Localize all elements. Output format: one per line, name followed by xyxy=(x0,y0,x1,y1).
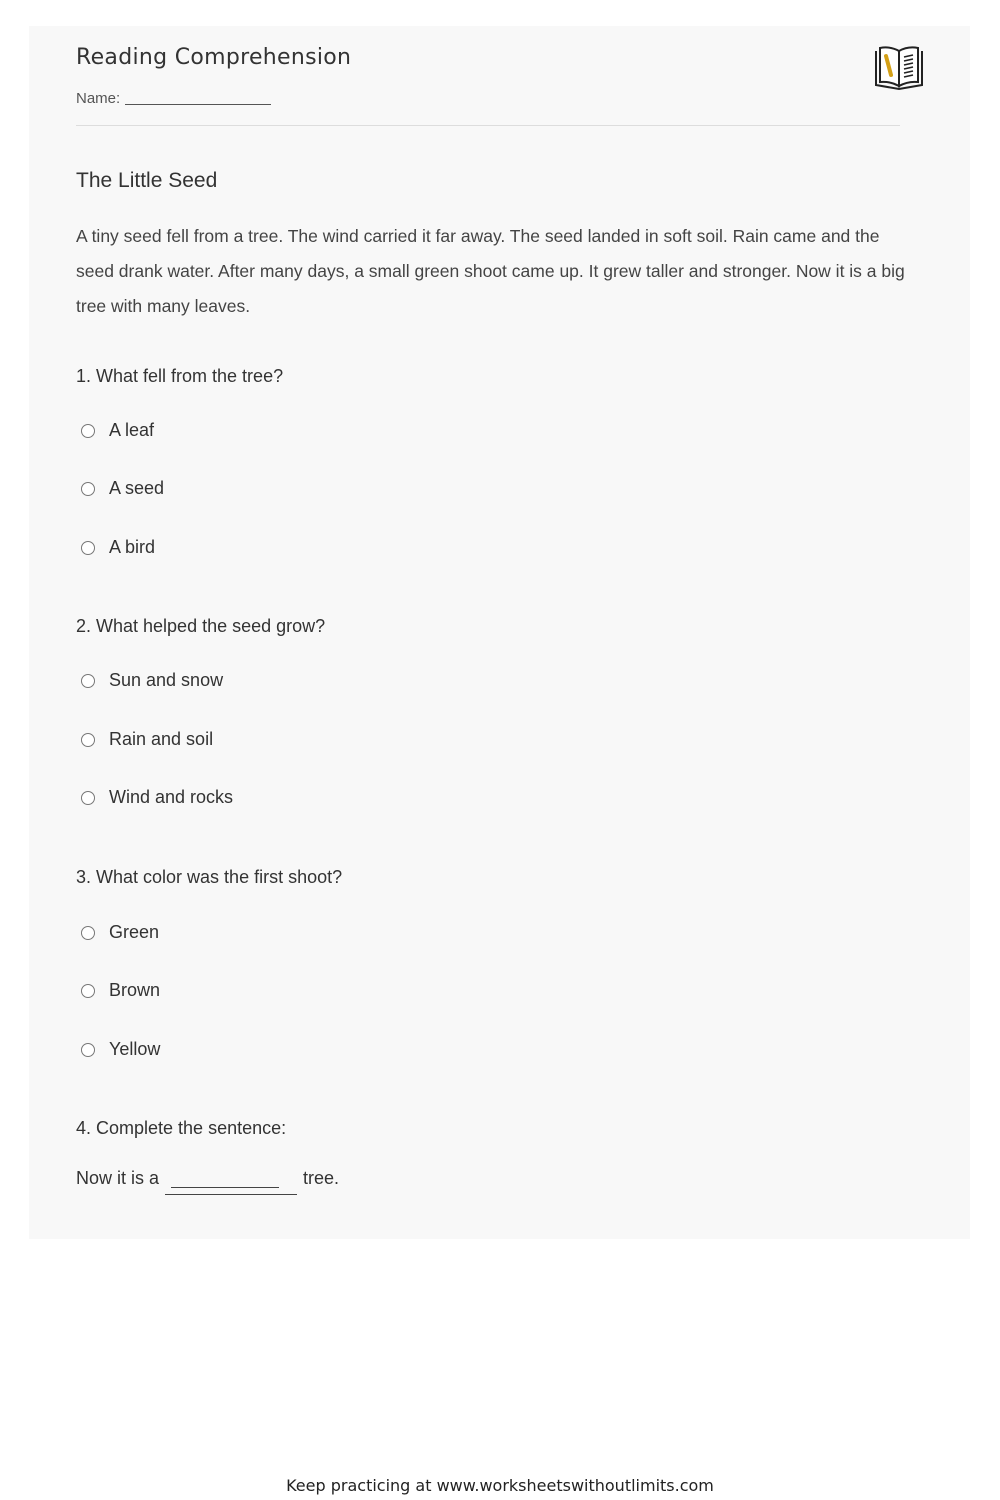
sentence-end: tree. xyxy=(303,1168,340,1188)
question-1: 1. What fell from the tree? xyxy=(76,366,284,386)
option-label: Green xyxy=(109,922,160,942)
radio-button[interactable] xyxy=(81,1043,95,1057)
footer-text: Keep practicing at www.worksheetswithoutlimits.com xyxy=(286,1476,714,1495)
option-label: Rain and soil xyxy=(109,729,214,749)
sentence-start: Now it is a xyxy=(76,1168,160,1188)
option-label: A seed xyxy=(109,478,165,498)
question-4: 4. Complete the sentence: xyxy=(76,1118,287,1138)
radio-button[interactable] xyxy=(81,733,95,747)
option-label: A bird xyxy=(109,537,156,557)
radio-button[interactable] xyxy=(81,926,95,940)
option-q3-a[interactable] xyxy=(81,922,159,943)
option-label: Wind and rocks xyxy=(109,787,234,807)
answer-blank[interactable] xyxy=(165,1168,297,1195)
story-title: The Little Seed xyxy=(76,169,218,192)
option-q1-c[interactable] xyxy=(81,537,155,558)
worksheet xyxy=(29,26,970,1239)
option-label: Brown xyxy=(109,980,161,1000)
radio-button[interactable] xyxy=(81,541,95,555)
radio-button[interactable] xyxy=(81,482,95,496)
radio-button[interactable] xyxy=(81,791,95,805)
page-title: Reading Comprehension xyxy=(76,45,352,70)
radio-button[interactable] xyxy=(81,424,95,438)
option-q2-c[interactable] xyxy=(81,787,233,808)
option-label: A leaf xyxy=(109,420,155,440)
radio-button[interactable] xyxy=(81,674,95,688)
option-q1-b[interactable] xyxy=(81,478,164,499)
option-q3-c[interactable] xyxy=(81,1039,160,1060)
option-label: Yellow xyxy=(109,1039,161,1059)
option-q3-b[interactable] xyxy=(81,980,160,1001)
name-blank-line[interactable] xyxy=(125,90,271,105)
story-text: A tiny seed fell from a tree. The wind carried it far away. The seed landed in soft soil. Rain came and the seed drank water. After many days, a small green shoot came up. It grew taller and stronger. Now it is a big tree with many leaves. xyxy=(76,226,905,316)
option-q2-a[interactable] xyxy=(81,670,223,691)
name-label: Name: xyxy=(76,90,121,107)
fill-in-sentence xyxy=(76,1168,339,1195)
option-q2-b[interactable] xyxy=(81,729,213,750)
option-label: Sun and snow xyxy=(109,670,224,690)
question-3: 3. What color was the first shoot? xyxy=(76,867,343,887)
option-q1-a[interactable] xyxy=(81,420,154,441)
name-field[interactable] xyxy=(76,90,271,107)
header-divider xyxy=(76,125,900,126)
open-book-icon xyxy=(872,43,926,93)
radio-button[interactable] xyxy=(81,984,95,998)
question-2: 2. What helped the seed grow? xyxy=(76,616,326,636)
